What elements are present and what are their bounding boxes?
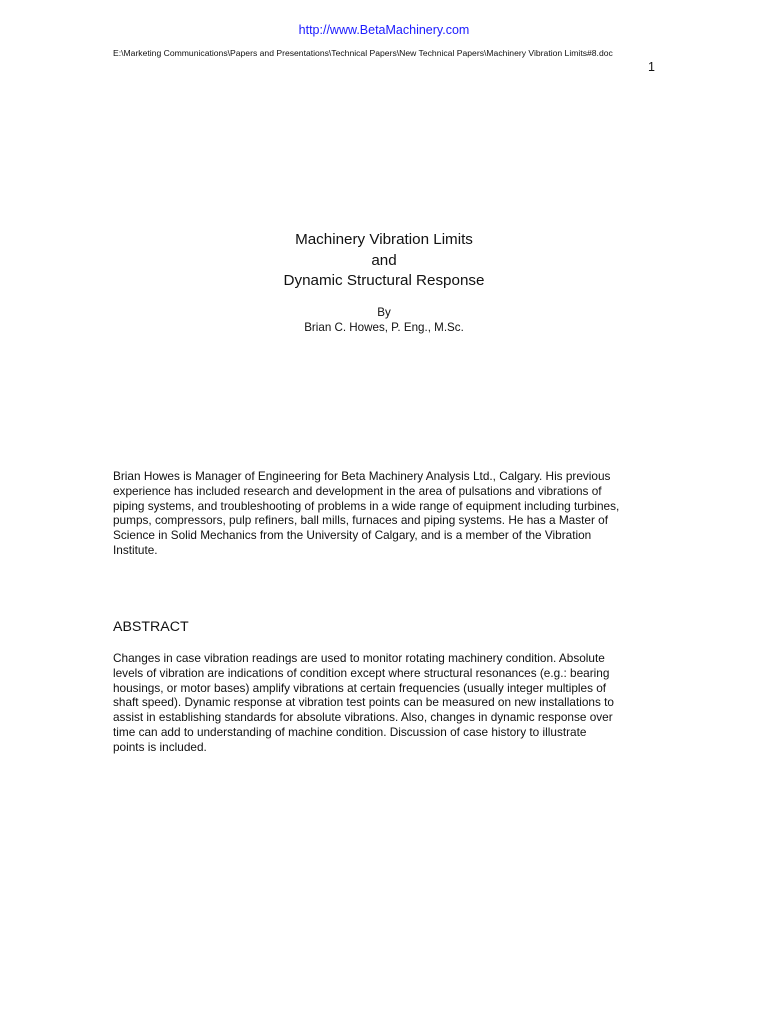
bio-line: Brian Howes is Manager of Engineering for Beta Machinery Analysis Ltd., Calgary. His previous (113, 469, 611, 483)
author-bio (113, 469, 658, 558)
abstract-line: shaft speed). Dynamic response at vibration test points can be measured on new installations to (113, 695, 614, 710)
abstract-line: assist in establishing standards for absolute vibrations. Also, changes in dynamic response over (113, 710, 613, 725)
bio-line: Institute. (113, 542, 158, 557)
bio-line: pumps, compressors, pulp refiners, ball mills, furnaces and piping systems. He has a Master of (113, 513, 609, 528)
title-line-2: and (371, 251, 397, 269)
bio-line: piping systems, and troubleshooting of problems in a wide range of equipment including turbines, (113, 498, 620, 513)
title-line-3: Dynamic Structural Response (283, 272, 485, 289)
file-path-header: E:\Marketing Communications\Papers and Presentations\Technical Papers\New Technical Papers\Machinery Vibration Limits#8.doc (113, 48, 613, 58)
bio-line: Science in Solid Mechanics from the University of Calgary, and is a member of the Vibration (113, 528, 592, 543)
abstract-line: levels of vibration are indications of condition except where structural resonances (e.g.: bearing (113, 665, 610, 680)
author-name: Brian C. Howes, P. Eng., M.Sc. (304, 321, 464, 334)
abstract-line: Changes in case vibration readings are used to monitor rotating machinery condition. Absolute (113, 651, 605, 665)
abstract-line: points is included. (113, 739, 207, 754)
page-number: 1 (648, 60, 655, 74)
title-line-1: Machinery Vibration Limits (295, 231, 473, 248)
abstract-line: housings, or motor bases) amplify vibrations at certain frequencies (usually integer multiples of (113, 680, 607, 695)
abstract-line: time can add to understanding of machine condition. Discussion of case history to illustrate (113, 724, 587, 739)
byline (0, 305, 768, 335)
by-label: By (377, 306, 391, 319)
bio-line: experience has included research and development in the area of pulsations and vibrations of (113, 483, 602, 498)
document-title (0, 230, 768, 292)
abstract-body (113, 651, 658, 755)
website-link[interactable]: http://www.BetaMachinery.com (298, 23, 470, 37)
abstract-heading: ABSTRACT (113, 619, 189, 635)
